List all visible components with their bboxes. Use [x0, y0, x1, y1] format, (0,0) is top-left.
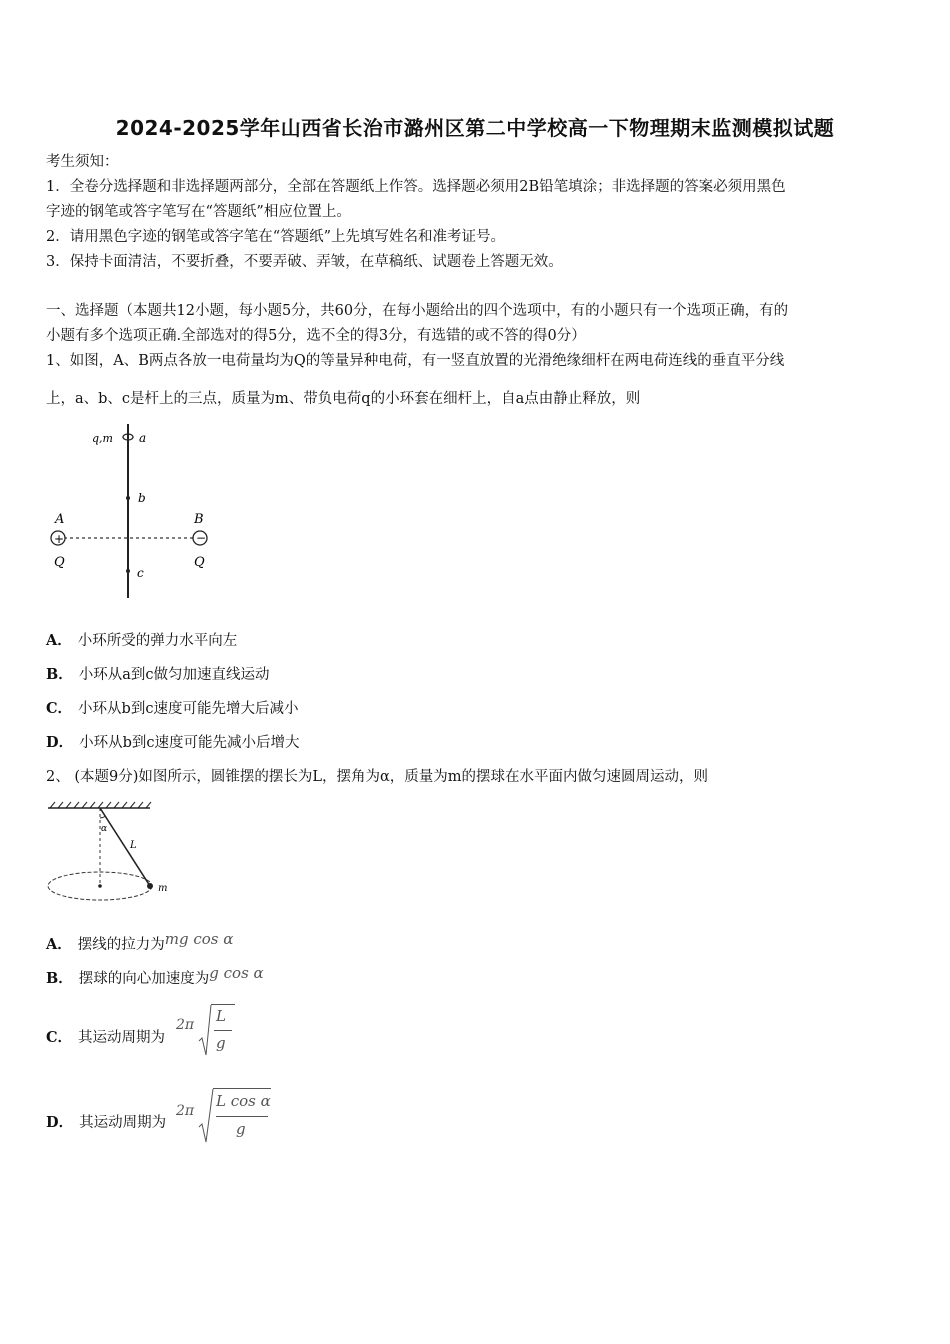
q1-option-b: B． 小环从a到c做匀加速直线运动: [46, 666, 270, 683]
minus-sign: −: [196, 531, 207, 545]
q2-option-d: D． 其运动周期为: [46, 1114, 167, 1131]
label-b: b: [138, 491, 146, 505]
question-1-stem-cont: 上，a、b、c是杆上的三点，质量为m、带负电荷q的小环套在细杆上，自a点由静止释放，则: [46, 391, 641, 407]
q1-option-a: A． 小环所受的弹力水平向左: [46, 632, 238, 649]
period-formula-c: [176, 1003, 246, 1059]
label-A: A: [55, 512, 65, 527]
notice-item: 2．请用黑色字迹的钢笔或答字笔在“答题纸”上先填写姓名和准考证号。: [46, 229, 506, 245]
math-expression: mg cos α: [164, 930, 234, 948]
frac-numerator: L: [216, 1007, 226, 1025]
q2-option-a: A． 摆线的拉力为mg cos α: [46, 930, 234, 953]
question-2-stem: 2、 (本题9分)如图所示，圆锥摆的摆长为L，摆角为α，质量为m的摆球在水平面内做匀速圆周运动，则: [46, 769, 709, 785]
question-1-stem: 1、如图，A、B两点各放一电荷量均为Q的等量异种电荷，有一竖直放置的光滑绝缘细杆在两电荷连线的垂直平分线: [46, 353, 785, 369]
section-heading: 一、选择题（本题共12小题，每小题5分，共60分，在每小题给出的四个选项中，有的小题只有一个选项正确，有的: [46, 303, 789, 319]
label-m: m: [158, 883, 168, 894]
page-title: 2024-2025学年山西省长治市潞州区第二中学校高一下物理期末监测模拟试题: [115, 116, 835, 140]
coef: 2π: [176, 1103, 195, 1119]
point-c: [126, 569, 130, 573]
plus-sign: +: [54, 532, 65, 546]
string-line: [100, 808, 150, 886]
label-B: B: [194, 512, 204, 527]
center-point: [98, 884, 102, 888]
sqrt-icon: [198, 1087, 214, 1145]
section-heading-cont: 小题有多个选项正确.全部选对的得5分，选不全的得3分，有选错的或不答的得0分）: [46, 328, 586, 344]
label-qm: q,m: [92, 432, 113, 445]
math-expression: g cos α: [209, 964, 264, 982]
period-formula-d: [176, 1087, 286, 1145]
q2-option-c: C． 其运动周期为: [46, 1029, 166, 1046]
bob-icon: [147, 883, 153, 889]
frac-denominator: g: [216, 1034, 226, 1052]
label-QB: Q: [194, 555, 205, 570]
label-c: c: [137, 566, 144, 580]
label-a: a: [139, 431, 147, 445]
conical-pendulum-figure: [44, 798, 184, 908]
q1-option-d: D． 小环从b到c速度可能先减小后增大: [46, 734, 300, 751]
label-L: L: [130, 840, 137, 851]
q2-option-b: B． 摆球的向心加速度为g cos α: [46, 964, 264, 987]
notice-item: 3．保持卡面清洁，不要折叠，不要弄破、弄皱，在草稿纸、试题卷上答题无效。: [46, 254, 563, 270]
notice-heading: 考生须知：: [46, 154, 119, 170]
charges-rod-figure: [44, 420, 234, 605]
notice-item: 字迹的钢笔或答字笔写在“答题纸”相应位置上。: [46, 204, 351, 220]
frac-numerator: L cos α: [216, 1092, 271, 1110]
sqrt-icon: [198, 1003, 212, 1059]
notice-item: 1．全卷分选择题和非选择题两部分，全部在答题纸上作答。选择题必须用2B铅笔填涂；非选择题的答案必须用黑色: [46, 179, 786, 195]
label-alpha: α: [101, 824, 108, 834]
frac-denominator: g: [236, 1120, 246, 1138]
q1-option-c: C． 小环从b到c速度可能先增大后减小: [46, 700, 299, 717]
point-b: [126, 496, 130, 500]
coef: 2π: [176, 1017, 195, 1033]
label-QA: Q: [54, 555, 65, 570]
